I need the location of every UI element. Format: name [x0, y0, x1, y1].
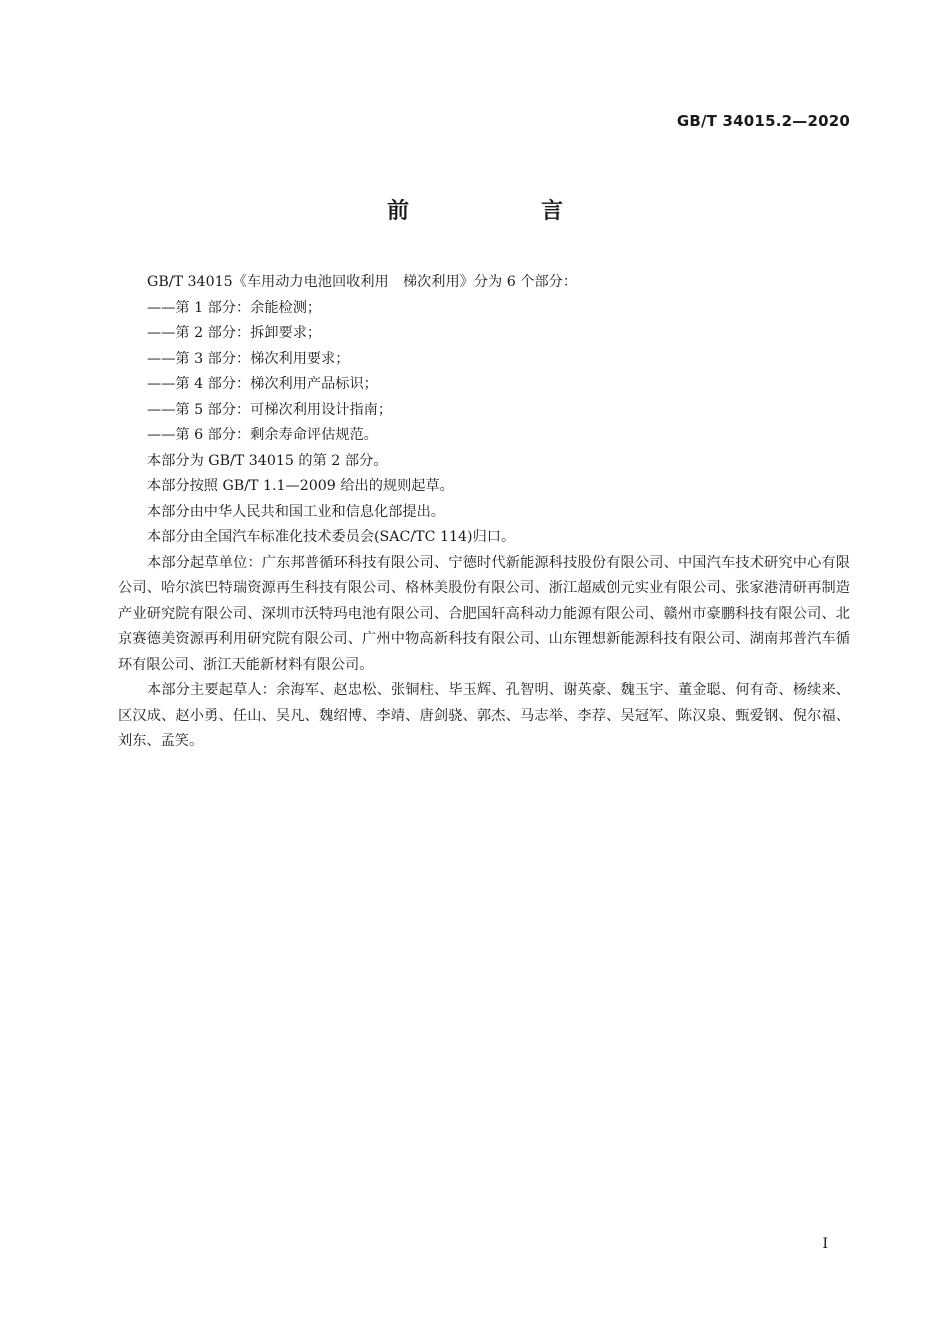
- list-item-text: 第 2 部分：拆卸要求；: [175, 325, 322, 341]
- list-item: [118, 423, 850, 449]
- part-statement-paragraph: 本部分为 GB/T 34015 的第 2 部分。: [147, 452, 388, 469]
- drafters-paragraph: 本部分主要起草人：余海军、赵忠松、张铜柱、毕玉辉、孔智明、谢英豪、魏玉宇、董金聪、何有奇、杨续来、区汉成、赵小勇、任山、吴凡、魏绍博、李靖、唐剑骁、郭杰、马志举、李荐、吴冠军、陈汉泉、甄爱钢、倪尔福、刘东、孟笑。: [118, 682, 850, 749]
- list-item-text: 第 5 部分：可梯次利用设计指南；: [175, 401, 393, 418]
- list-item-text: 第 4 部分：梯次利用产品标识；: [175, 376, 378, 392]
- managed-by-paragraph: 本部分由全国汽车标准化技术委员会(SAC/TC 114)归口。: [147, 529, 516, 545]
- list-dash: ——: [147, 427, 176, 443]
- list-item-text: 第 1 部分：余能检测；: [175, 299, 322, 316]
- list-item: [118, 372, 850, 398]
- list-item: [118, 347, 850, 373]
- list-item: [118, 398, 850, 424]
- drafting-rules-paragraph: 本部分按照 GB/T 1.1—2009 给出的规则起草。: [147, 478, 454, 494]
- list-dash: ——: [147, 350, 176, 367]
- standard-code: GB/T 34015.2—2020: [676, 112, 850, 130]
- drafting-units-paragraph: 本部分起草单位：广东邦普循环科技有限公司、宁德时代新能源科技股份有限公司、中国汽车技术研究中心有限公司、哈尔滨巴特瑞资源再生科技有限公司、格林美股份有限公司、浙江超威创元实业有限公司、张家港清研再制造产业研究院有限公司、深圳市沃特玛电池有限公司、合肥国轩高科动力能源有限公司、赣州市豪鹏科技有限公司、北京赛德美资源再利用研究院有限公司、广州中物高新科技有限公司、山东锂想新能源科技有限公司、湖南邦普汽车循环有限公司、浙江天能新材料有限公司。: [118, 554, 850, 673]
- list-item-text: 第 6 部分：剩余寿命评估规范。: [175, 427, 378, 443]
- document-body: [118, 270, 850, 755]
- list-item: [118, 321, 850, 347]
- list-dash: ——: [147, 299, 176, 316]
- page-number: I: [822, 1236, 828, 1252]
- proposed-by-paragraph: 本部分由中华人民共和国工业和信息化部提出。: [147, 503, 445, 520]
- list-dash: ——: [147, 376, 176, 392]
- page-title: 前 言: [386, 199, 618, 224]
- intro-paragraph: GB/T 34015《车用动力电池回收利用 梯次利用》分为 6 个部分：: [147, 274, 578, 290]
- list-item-text: 第 3 部分：梯次利用要求；: [175, 350, 350, 367]
- list-item: [118, 296, 850, 322]
- list-dash: ——: [147, 401, 176, 418]
- list-dash: ——: [147, 325, 176, 341]
